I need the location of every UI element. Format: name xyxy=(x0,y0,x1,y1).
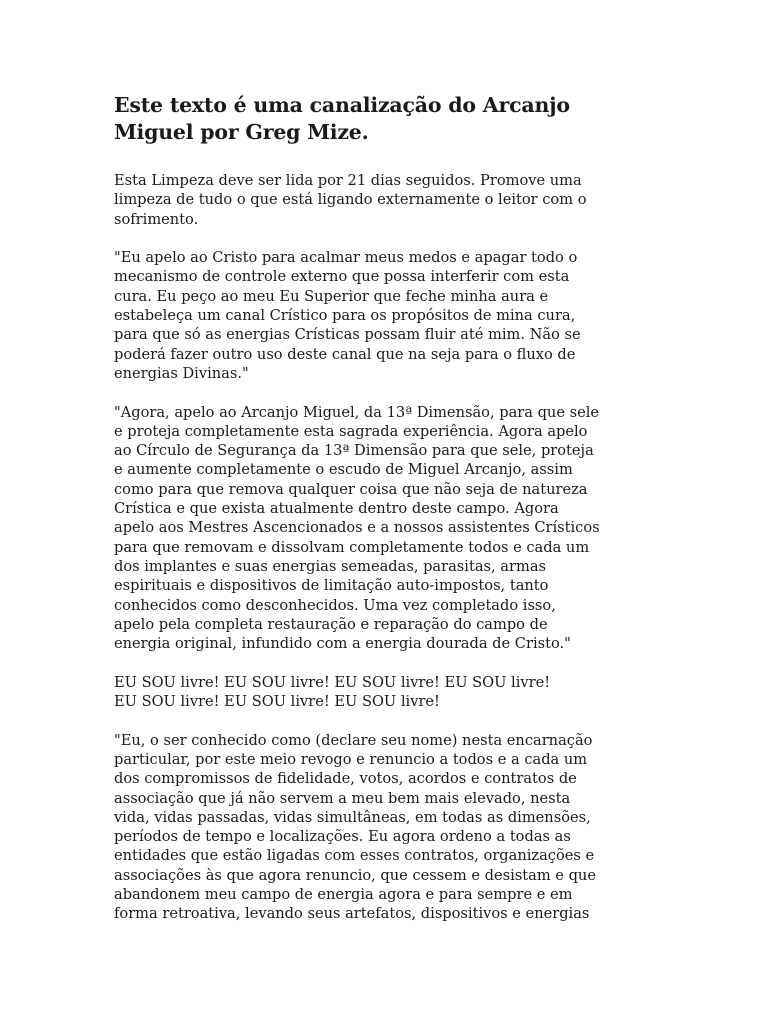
paragraph-revocation: "Eu, o ser conhecido como (declare seu nome) nesta encarnação particular, por este meio revogo e renuncio a todos e a cada um dos compromissos de fidelidade, votos, acordos e contratos de associação que já não servem a meu bem mais elevado, nesta vida, vidas passadas, vidas simultâneas, em todas as dimensões, períodos de tempo e localizações. Eu agora ordeno a todas as entidades que estão ligadas com esses contratos, organizações e associações às que agora renuncio, que cessem e desistam e que abandonem meu campo de energia agora e para sempre e em forma retroativa, levando seus artefatos, dispositivos e energias xyxy=(114,731,596,923)
paragraph-intro: Esta Limpeza deve ser lida por 21 dias seguidos. Promove uma limpeza de tudo o que está ligando externamente o leitor com o sofrimento. xyxy=(114,172,587,228)
paragraph-archangel-appeal: "Agora, apelo ao Arcanjo Miguel, da 13ª Dimensão, para que sele e proteja completamente esta sagrada experiência. Agora apelo ao Círculo de Segurança da 13ª Dimensão para que sele, proteja e aumente completamente o escudo de Miguel Arcanjo, assim como para que remova qualquer coisa que não seja de natureza Crística e que exista atualmente dentro deste campo. Agora apelo aos Mestres Ascencionados e a nossos assistentes Crísticos para que removam e dissolvam completamente todos e cada um dos implantes e suas energias semeadas, parasitas, armas espirituais e dispositivos de limitação auto-impostos, tanto conhecidos como desconhecidos. Uma vez completado isso, apelo pela completa restauração e reparação do campo de energia original, infundido com a energia dourada de Cristo." xyxy=(114,403,600,653)
document-title: Este texto é uma canalização do Arcanjo Miguel por Greg Mize. xyxy=(114,93,570,144)
document-page xyxy=(114,92,659,943)
paragraph-christ-appeal: "Eu apelo ao Cristo para acalmar meus medos e apagar todo o mecanismo de controle externo que possa interferir com esta cura. Eu peço ao meu Eu Superior que feche minha aura e estabeleça um canal Crístico para os propósitos de mina cura, para que só as energias Crísticas possam fluir até mim. Não se poderá fazer outro uso deste canal que na seja para o fluxo de energias Divinas." xyxy=(114,249,581,382)
paragraph-affirmation: EU SOU livre! EU SOU livre! EU SOU livre! EU SOU livre! EU SOU livre! EU SOU livre! EU SOU livre! xyxy=(114,673,551,711)
